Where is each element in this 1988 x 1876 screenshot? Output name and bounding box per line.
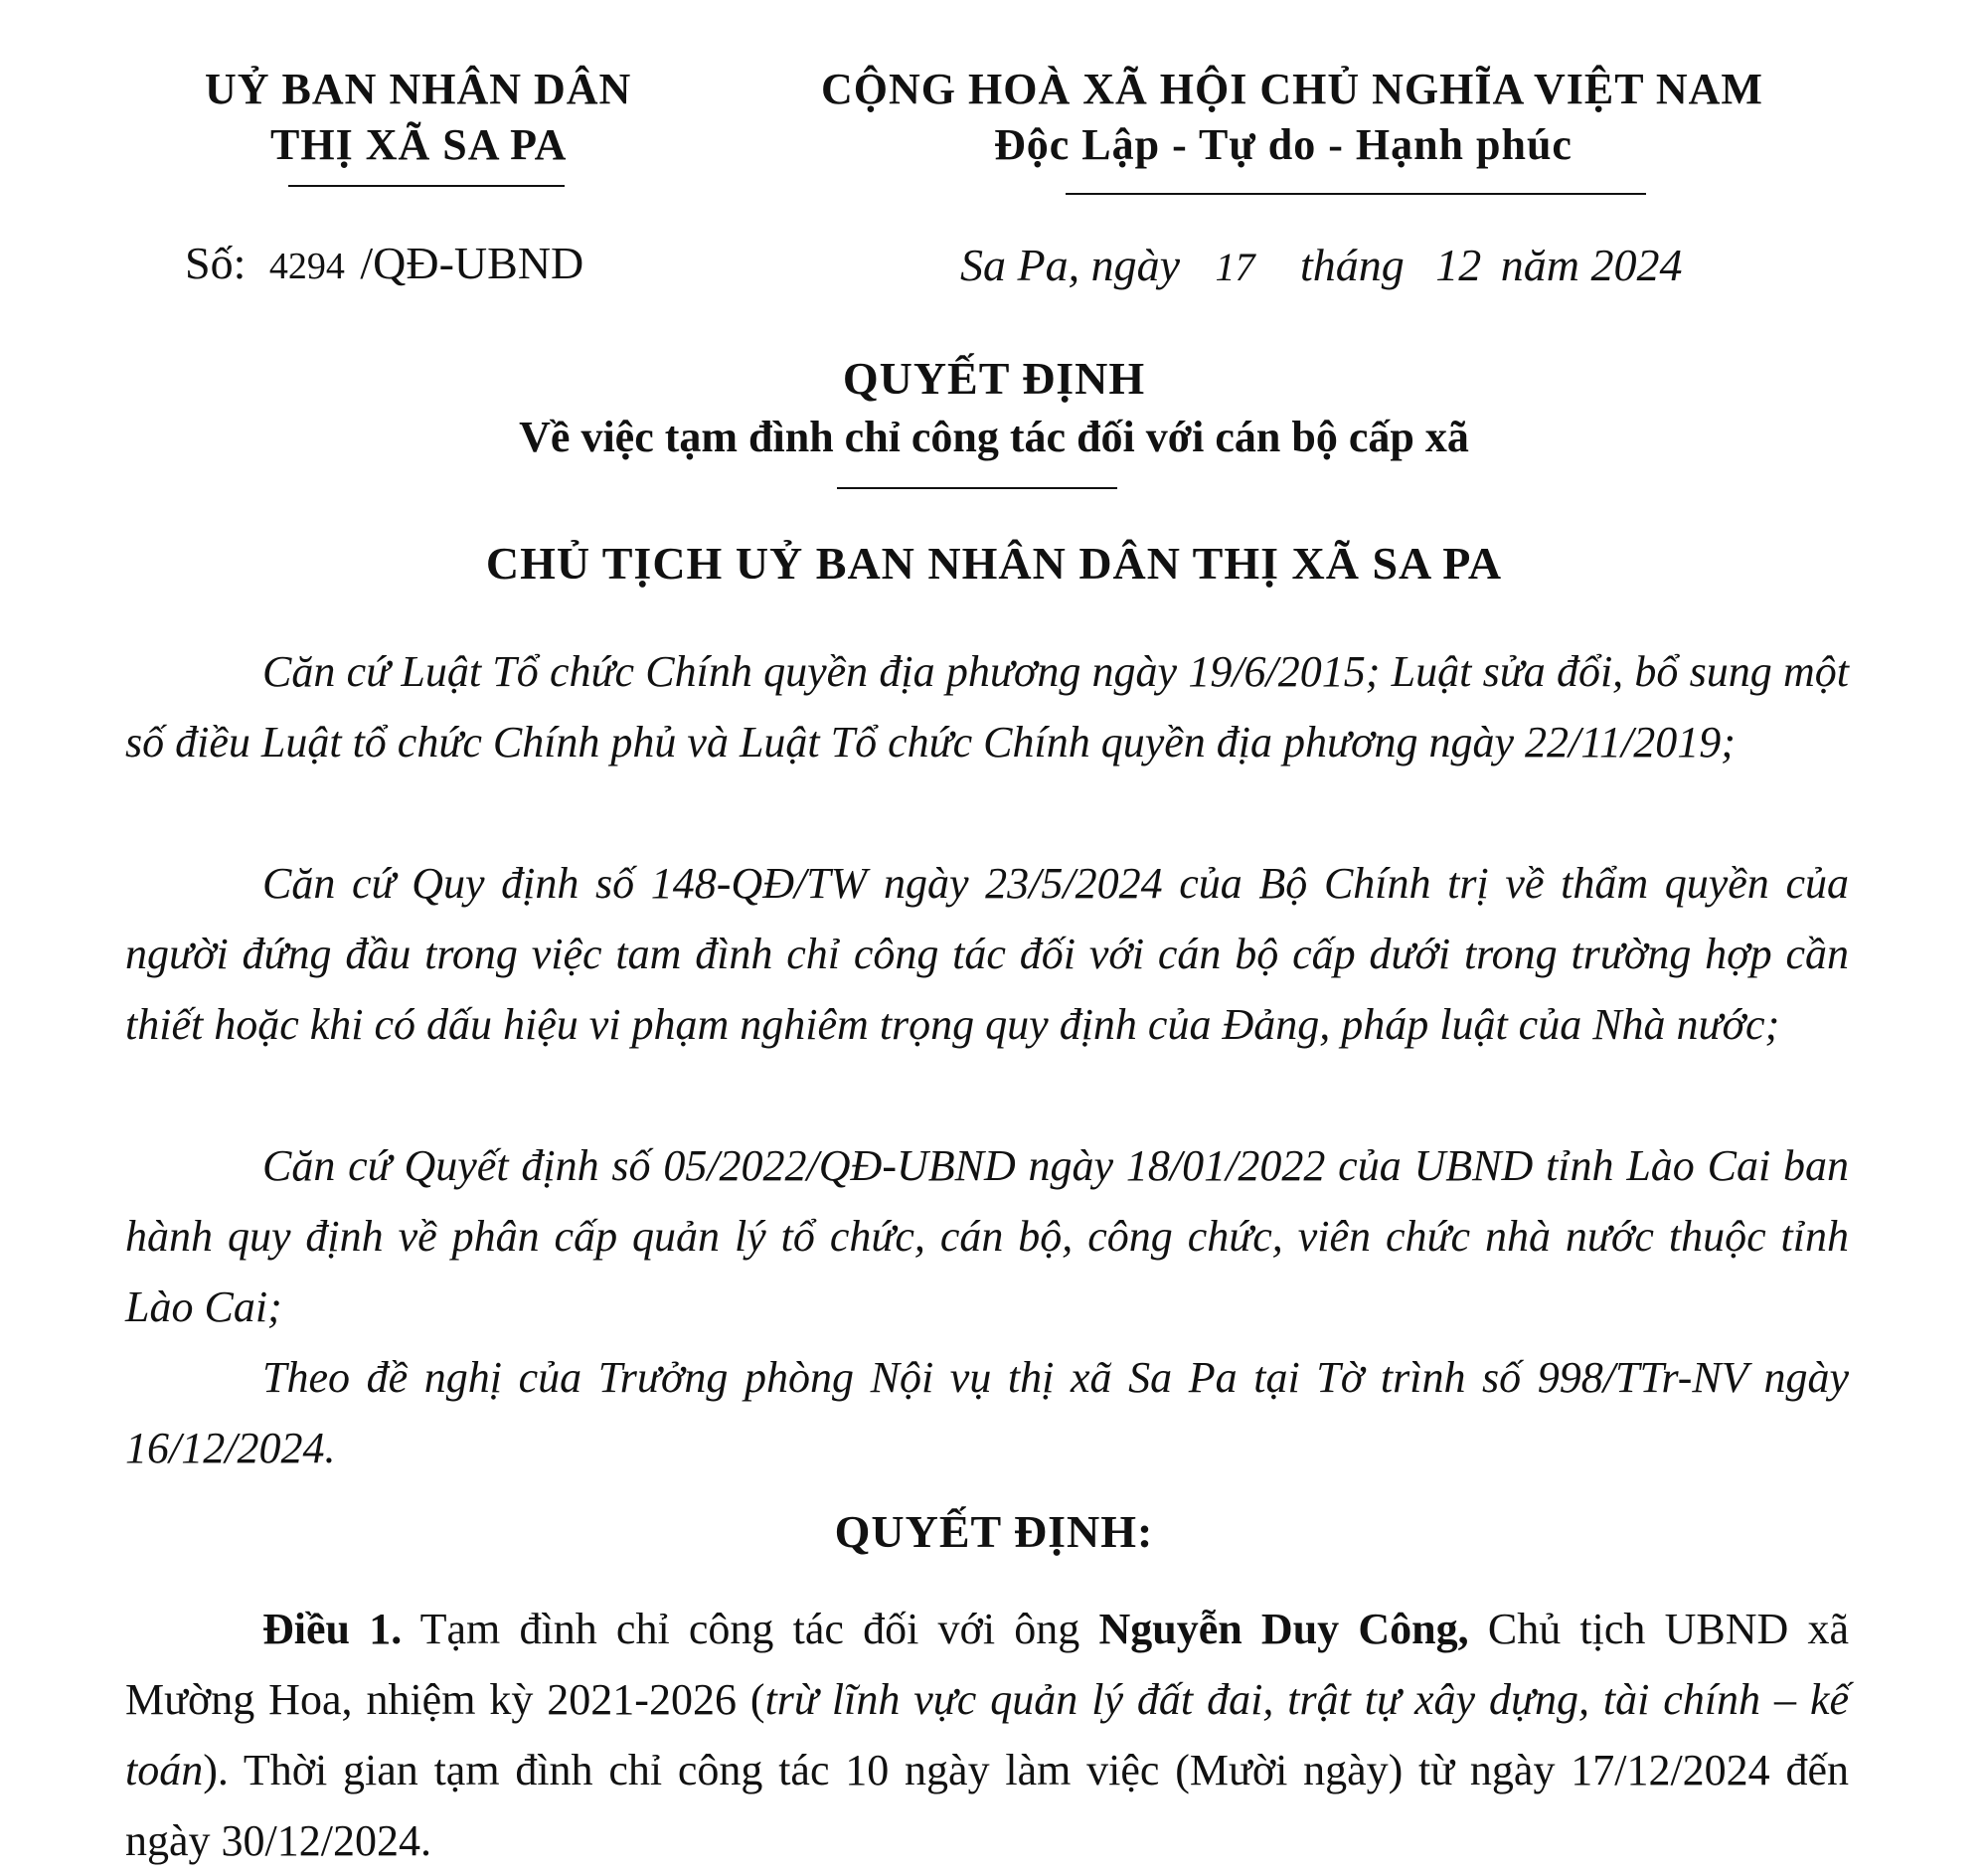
- article-1-text-c: ). Thời gian tạm đình chỉ công tác 10 ngày làm việc (Mười ngày) từ ngày 17/12/2024 đến ngày 30/12/2024.: [125, 1746, 1849, 1865]
- preamble-paragraph-3: Căn cứ Quyết định số 05/2022/QĐ-UBND ngày 18/01/2022 của UBND tỉnh Lào Cai ban hành quy định về phân cấp quản lý tổ chức, cán bộ, công chức, viên chức nhà nước thuộc tỉnh Lào Cai;: [125, 1141, 1849, 1331]
- article-1-text-b: Chủ tịch UBND xã Mường Hoa, nhiệm kỳ 2021-2026 (: [125, 1605, 1850, 1724]
- document-subject: Về việc tạm đình chỉ công tác đối với cán bộ cấp xã: [519, 413, 1469, 461]
- document-heading: QUYẾT ĐỊNH: [842, 353, 1146, 404]
- motto-underline: [1066, 193, 1646, 195]
- article-1-text-a: Tạm đình chỉ công tác đối với ông: [419, 1605, 1080, 1653]
- article-1-exception: trừ lĩnh vực quản lý đất đai, trật tự xây dựng, tài chính – kế toán: [125, 1675, 1850, 1794]
- article-1: [125, 1594, 1849, 1876]
- agency-name: UỶ BAN NHÂN DÂN: [205, 65, 632, 113]
- preamble-paragraph-2: Căn cứ Quy định số 148-QĐ/TW ngày 23/5/2024 của Bộ Chính trị về thẩm quyền của người đứng đầu trong việc tam đình chỉ công tác đối với cán bộ cấp dưới trong trường hợp cần thiết hoặc khi có dấu hiệu vi phạm nghiêm trọng quy định của Đảng, pháp luật của Nhà nước;: [125, 859, 1849, 1049]
- document-number: [185, 237, 583, 289]
- doc-number-suffix: /QĐ-UBND: [360, 238, 584, 288]
- preamble-paragraph-4: Theo đề nghị của Trưởng phòng Nội vụ thị xã Sa Pa tại Tờ trình số 998/TTr-NV ngày 16/12/2024.: [125, 1353, 1849, 1472]
- article-1-label: Điều 1.: [262, 1605, 403, 1653]
- date-year: năm 2024: [1500, 240, 1683, 290]
- subject-underline: [837, 487, 1117, 489]
- date-month: 12: [1435, 240, 1482, 290]
- nation-motto: Độc Lập - Tự do - Hạnh phúc: [994, 120, 1573, 169]
- doc-number-value: 4294: [268, 246, 345, 287]
- issuing-authority: CHỦ TỊCH UỶ BAN NHÂN DÂN THỊ XÃ SA PA: [485, 538, 1503, 589]
- issue-date: [960, 239, 1683, 291]
- date-place: Sa Pa, ngày: [960, 240, 1181, 290]
- preamble-paragraph-1: Căn cứ Luật Tổ chức Chính quyền địa phương ngày 19/6/2015; Luật sửa đổi, bổ sung một số điều Luật tổ chức Chính phủ và Luật Tổ chức Chính quyền địa phương ngày 22/11/2019;: [125, 647, 1849, 767]
- agency-underline: [288, 185, 565, 187]
- agency-unit: THỊ XÃ SA PA: [270, 120, 568, 169]
- date-day: 17: [1215, 245, 1255, 289]
- doc-number-prefix: Số:: [185, 238, 247, 288]
- nation-name: CỘNG HOÀ XÃ HỘI CHỦ NGHĨA VIỆT NAM: [821, 65, 1763, 113]
- date-month-label: tháng: [1300, 240, 1405, 290]
- article-1-person: Nguyễn Duy Công,: [1098, 1605, 1469, 1653]
- decision-heading: QUYẾT ĐỊNH:: [834, 1506, 1154, 1557]
